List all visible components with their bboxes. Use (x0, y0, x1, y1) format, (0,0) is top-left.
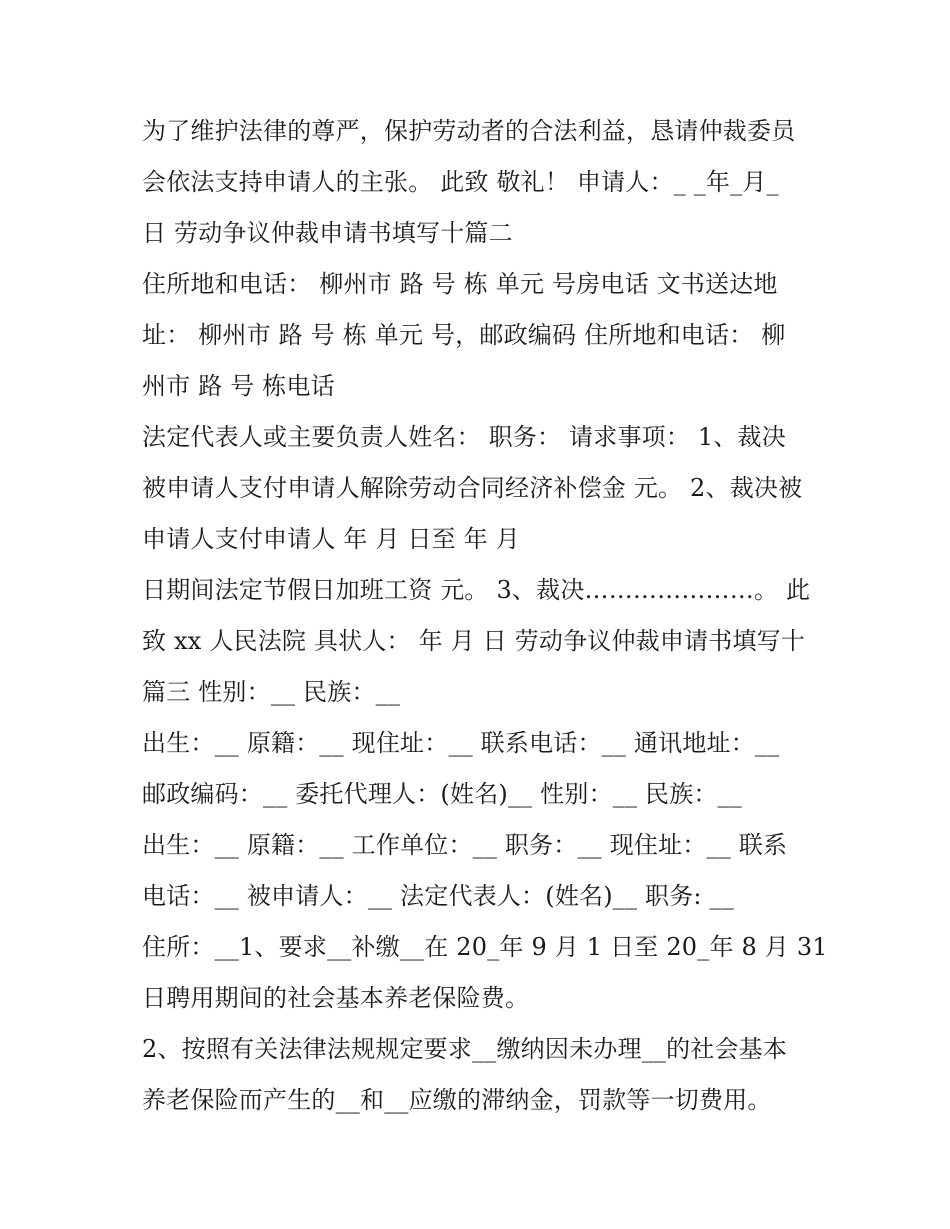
text-line: 址： 柳州市 路 号 栋 单元 号，邮政编码 住所地和电话： 柳 (142, 321, 786, 349)
text-line: 出生：__ 原籍：__ 工作单位：__ 职务：__ 现住址：__ 联系 (142, 831, 788, 859)
text-line: 养老保险而产生的__和__应缴的滞纳金，罚款等一切费用。 (142, 1086, 772, 1114)
text-line: 电话：__ 被申请人：__ 法定代表人：(姓名)__ 职务: __ (142, 882, 734, 910)
text-line: 篇三 性别：__ 民族：__ (142, 678, 401, 706)
text-line: 出生：__ 原籍：__ 现住址：__ 联系电话：__ 通讯地址：__ (142, 729, 780, 757)
text-line: 法定代表人或主要负责人姓名： 职务： 请求事项： 1、裁决 (142, 423, 786, 451)
text-line: 住所：__1、要求__补缴__在 20_年 9 月 1 日至 20_年 8 月 31 (142, 933, 828, 961)
text-line: 邮政编码：__ 委托代理人：(姓名)__ 性别：__ 民族：__ (142, 780, 743, 808)
text-line: 州市 路 号 栋电话 (142, 372, 335, 400)
text-line: 致 xx 人民法院 具状人： 年 月 日 劳动争议仲裁申请书填写十 (142, 627, 806, 655)
text-line: 被申请人支付申请人解除劳动合同经济补偿金 元。 2、裁决被 (142, 474, 803, 502)
document-body (142, 106, 828, 1126)
text-line: 为了维护法律的尊严，保护劳动者的合法利益，恳请仲裁委员 (142, 117, 796, 145)
text-line: 日期间法定节假日加班工资 元。 3、裁决…………………。 此 (142, 576, 811, 604)
text-line: 日 劳动争议仲裁申请书填写十篇二 (142, 219, 513, 247)
text-line: 2、按照有关法律法规规定要求__缴纳因未办理__的社会基本 (142, 1035, 788, 1063)
text-line: 申请人支付申请人 年 月 日至 年 月 (142, 525, 520, 553)
text-line: 日聘用期间的社会基本养老保险费。 (142, 984, 530, 1012)
text-line: 会依法支持申请人的主张。 此致 敬礼！ 申请人：_ _年_月_ (142, 168, 779, 196)
text-line: 住所地和电话： 柳州市 路 号 栋 单元 号房电话 文书送达地 (142, 270, 778, 298)
